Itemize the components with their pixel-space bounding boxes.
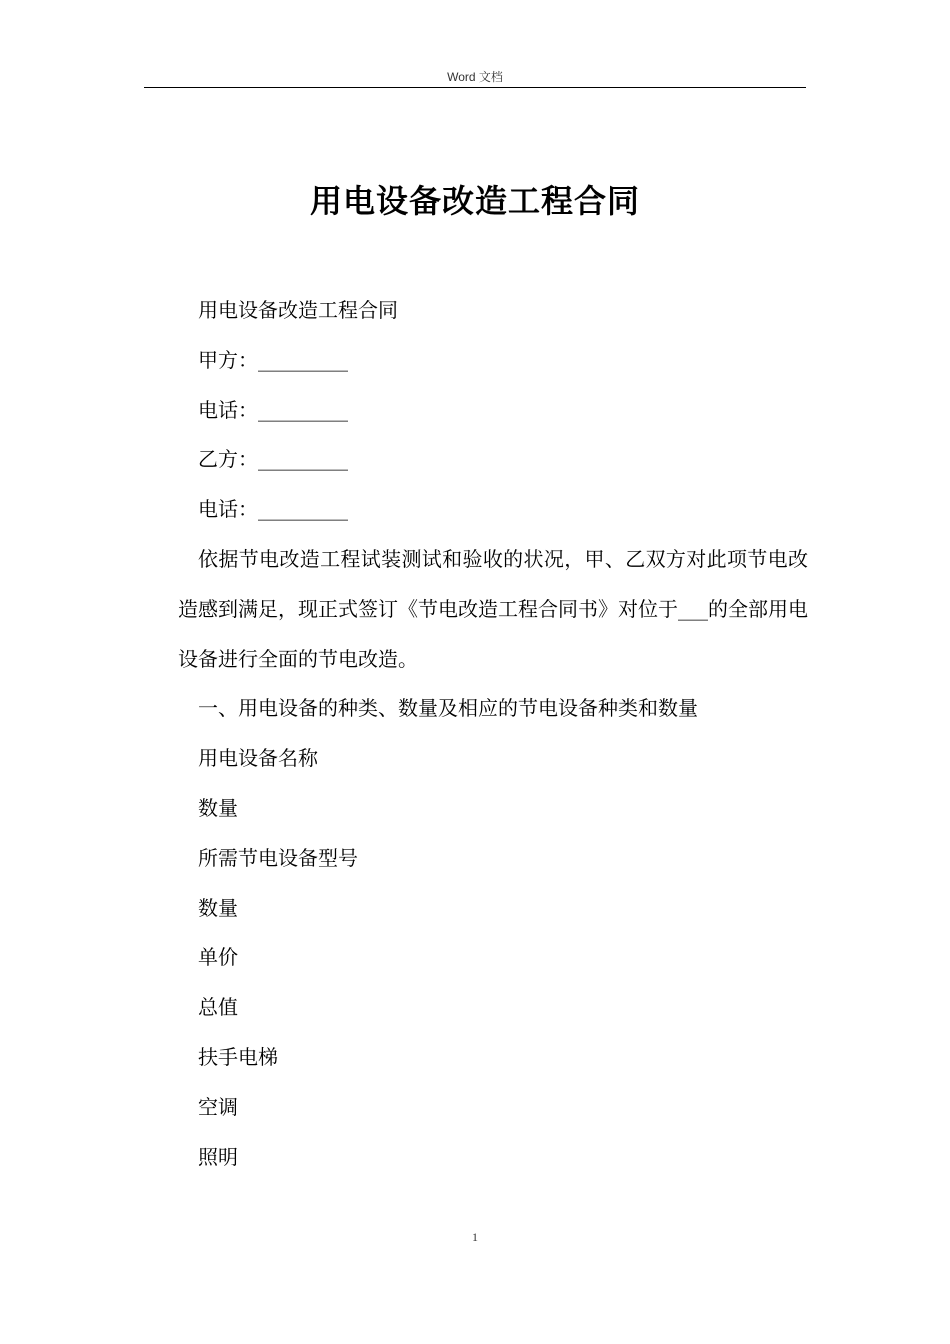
paragraph-escalator: 扶手电梯 — [198, 1044, 278, 1069]
page-header: Word 文档 — [447, 70, 503, 84]
paragraph-unit-price: 单价 — [198, 945, 238, 970]
document-title: 用电设备改造工程合同 — [309, 182, 640, 221]
paragraph-preamble: 依据节电改造工程试装测试和验收的状况，甲、乙双方对此项节电改造感到满足，现正式签订《节电改造工程合同书》对位于___的全部用电设备进行全面的节电改造。 — [178, 546, 808, 671]
paragraph-party-b: 乙方：_________ — [198, 447, 348, 472]
paragraph-party-a: 甲方：_________ — [198, 347, 348, 372]
paragraph-required-model: 所需节电设备型号 — [198, 845, 358, 870]
paragraph-lighting: 照明 — [198, 1144, 238, 1169]
document-body — [178, 286, 808, 1182]
page-number: 1 — [472, 1230, 478, 1244]
paragraph-party-b-phone: 电话：_________ — [198, 497, 348, 522]
paragraph-air-conditioner: 空调 — [198, 1094, 238, 1119]
section-heading-1: 一、用电设备的种类、数量及相应的节电设备种类和数量 — [198, 696, 698, 721]
header-divider — [144, 87, 806, 88]
paragraph-contract-name: 用电设备改造工程合同 — [198, 298, 398, 322]
paragraph-total-value: 总值 — [198, 995, 238, 1020]
paragraph-equipment-name: 用电设备名称 — [198, 746, 318, 771]
paragraph-quantity: 数量 — [198, 795, 238, 820]
paragraph-party-a-phone: 电话：_________ — [198, 397, 348, 422]
paragraph-quantity-2: 数量 — [198, 895, 238, 920]
